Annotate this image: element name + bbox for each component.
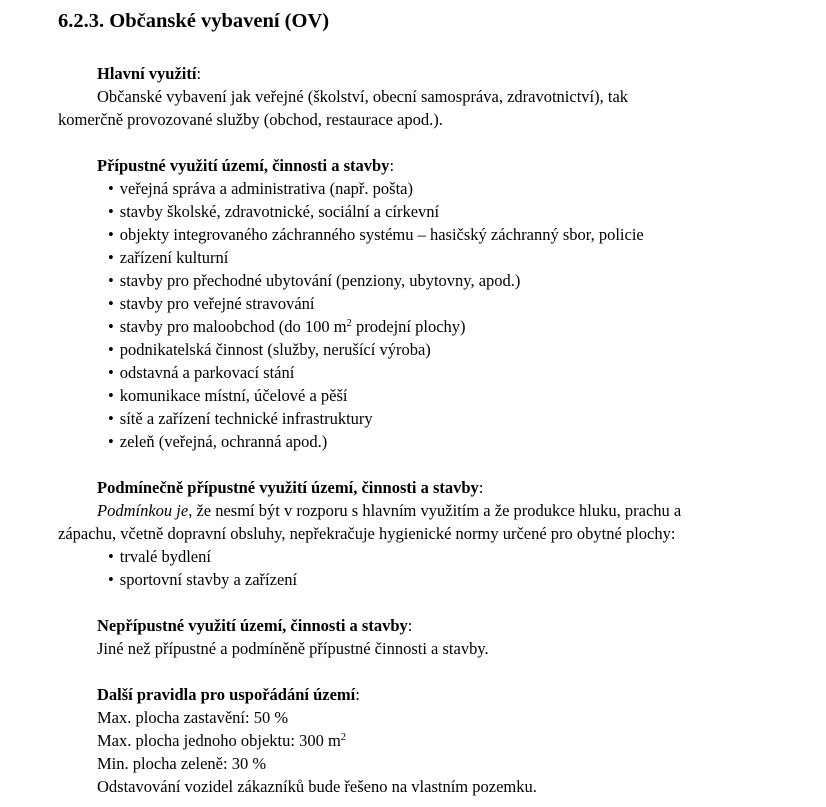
bullet-item — [58, 177, 812, 200]
bullet-text: trvalé bydlení — [119, 547, 211, 566]
bullet-glyph: • — [108, 202, 114, 221]
heading-text: Podmínečně přípustné využití území, činnosti a stavby — [97, 478, 479, 497]
heading-colon: : — [355, 685, 360, 704]
superscript-2: 2 — [346, 318, 352, 329]
rule-line-min-greenery: Min. plocha zeleně: 30 % — [97, 754, 267, 773]
bullet-text: odstavná a parkovací stání — [119, 363, 295, 382]
bullet-glyph: • — [108, 340, 114, 359]
bullet-glyph: • — [108, 570, 114, 589]
bullet-item — [58, 200, 812, 223]
section-permissible — [58, 154, 812, 453]
bullet-item — [58, 568, 812, 591]
heading-text: Hlavní využití — [97, 64, 197, 83]
bullet-glyph: • — [108, 363, 114, 382]
section-other-rules — [58, 683, 812, 798]
bullet-text: komunikace místní, účelové a pěší — [119, 386, 348, 405]
section-main-use — [58, 62, 812, 131]
bullet-text: prodejní plochy) — [351, 317, 466, 336]
paragraph-line: komerčně provozované služby (obchod, restaurace apod.). — [58, 110, 443, 129]
conditional-bullet-list — [58, 545, 812, 591]
section-heading-permissible — [58, 154, 812, 177]
bullet-item — [58, 545, 812, 568]
bullet-item — [58, 361, 812, 384]
rule-line-max-coverage: Max. plocha zastavění: 50 % — [97, 708, 289, 727]
heading-colon: : — [407, 616, 413, 635]
paragraph-line: Jiné než přípustné a podmíněně přípustné činnosti a stavby. — [97, 639, 489, 658]
bullet-text: objekty integrovaného záchranného systému – hasičský záchranný sbor, policie — [119, 225, 644, 244]
section-conditional — [58, 476, 812, 591]
bullet-text: sportovní stavby a zařízení — [119, 570, 298, 589]
rule-text: Max. plocha jednoho objektu: 300 m — [97, 731, 341, 750]
bullet-glyph: • — [108, 432, 114, 451]
bullet-text: stavby pro maloobchod (do 100 m — [119, 317, 347, 336]
bullet-text: zeleň (veřejná, ochranná apod.) — [119, 432, 328, 451]
heading-colon: : — [478, 478, 484, 497]
bullet-text: stavby pro veřejné stravování — [119, 294, 315, 313]
section-heading-conditional — [58, 476, 812, 499]
section-heading-main-use — [58, 62, 812, 85]
bullet-item — [58, 246, 812, 269]
bullet-item — [58, 223, 812, 246]
heading-colon: : — [389, 156, 395, 175]
heading-colon: : — [196, 64, 202, 83]
section-impermissible — [58, 614, 812, 660]
bullet-glyph: • — [108, 547, 114, 566]
heading-text: Nepřípustné využití území, činnosti a stavby — [97, 616, 408, 635]
bullet-item — [58, 292, 812, 315]
bullet-glyph: • — [108, 317, 114, 336]
italic-lead: Podmínkou je — [97, 501, 189, 520]
bullet-text: veřejná správa a administrativa (např. pošta) — [119, 179, 413, 198]
bullet-glyph: • — [108, 386, 114, 405]
heading-text: Další pravidla pro uspořádání území — [97, 685, 356, 704]
rule-line-parking: Odstavování vozidel zákazníků bude řešeno na vlastním pozemku. — [97, 777, 537, 796]
bullet-text: stavby pro přechodné ubytování (penziony, ubytovny, apod.) — [119, 271, 521, 290]
bullet-item — [58, 430, 812, 453]
section-heading-other-rules — [58, 683, 812, 706]
bullet-item — [58, 384, 812, 407]
heading-text: Přípustné využití území, činnosti a stavby — [97, 156, 390, 175]
paragraph-line: zápachu, včetně dopravní obsluhy, nepřekračuje hygienické normy určené pro obytné plochy: — [58, 524, 676, 543]
paragraph-text: , že nesmí být v rozporu s hlavním využitím a že produkce hluku, prachu a — [188, 501, 682, 520]
bullet-glyph: • — [108, 271, 114, 290]
bullet-text: podnikatelská činnost (služby, nerušící výroba) — [119, 340, 431, 359]
bullet-item — [58, 338, 812, 361]
section-heading-impermissible — [58, 614, 812, 637]
bullet-glyph: • — [108, 225, 114, 244]
bullet-text: stavby školské, zdravotnické, sociální a církevní — [119, 202, 440, 221]
bullet-item-retail — [58, 315, 812, 338]
bullet-glyph: • — [108, 409, 114, 428]
bullet-item — [58, 269, 812, 292]
bullet-glyph: • — [108, 248, 114, 267]
bullet-glyph: • — [108, 294, 114, 313]
permissible-bullet-list — [58, 177, 812, 453]
paragraph-line: Občanské vybavení jak veřejné (školství, obecní samospráva, zdravotnictví), tak — [97, 87, 629, 106]
bullet-glyph: • — [108, 179, 114, 198]
paragraph-line — [58, 499, 812, 522]
rule-line-max-object-area — [58, 729, 812, 752]
bullet-text: zařízení kulturní — [119, 248, 229, 267]
bullet-item — [58, 407, 812, 430]
superscript-2: 2 — [340, 732, 347, 743]
page-title: 6.2.3. Občanské vybavení (OV) — [58, 10, 330, 32]
bullet-text: sítě a zařízení technické infrastruktury — [119, 409, 373, 428]
